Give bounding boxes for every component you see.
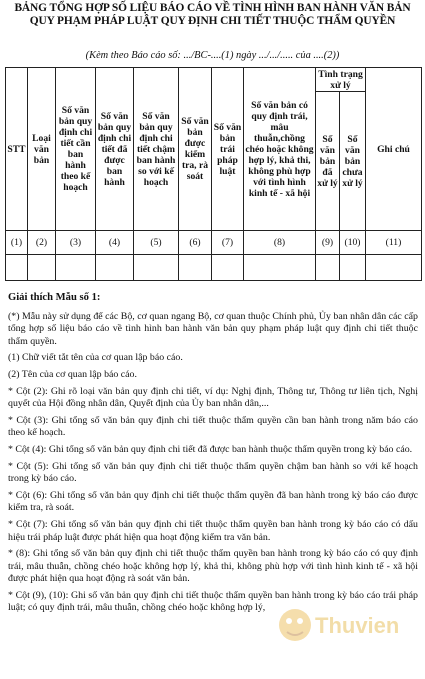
report-table <box>5 67 422 281</box>
empty-cell <box>134 255 179 281</box>
notes-section <box>8 292 418 619</box>
empty-data-row <box>6 255 422 281</box>
note-item: * Cột (9), (10): Ghi số văn bản quy định chi tiết thuộc thẩm quyền ban hành trong kỳ báo cáo trái pháp luật; có quy định trái, mâu thuẫn, chồng chéo hoặc không hợp lý, <box>8 589 418 614</box>
header-kiem-tra-ra-soat: Số văn bản được kiểm tra, rà soát <box>179 68 212 231</box>
column-number: (3) <box>56 231 96 255</box>
empty-cell <box>179 255 212 281</box>
header-quy-dinh-trai: Số văn bản có quy định trái, mâu thuẫn,chồng chéo hoặc không hợp lý, khả thi, không phù hợp với tình hình kinh tế - xã hội <box>244 68 316 231</box>
watermark-text: Thuvien <box>315 613 400 638</box>
note-item: * Cột (5): Ghi tổng số văn bản quy định chi tiết thuộc thẩm quyền chậm ban hành so với kế hoạch trong kỳ báo cáo. <box>8 460 418 485</box>
header-can-ban-hanh: Số văn bản quy định chi tiết cần ban hành theo kế hoạch <box>56 68 96 231</box>
note-item: * Cột (6): Ghi tổng số văn bản quy định chi tiết thuộc thẩm quyền đã ban hành trong kỳ báo cáo được kiểm tra, rà soát. <box>8 489 418 514</box>
header-da-xu-ly: Số văn bản đã xử lý <box>316 92 340 231</box>
note-item: * Cột (3): Ghi tổng số văn bản quy định chi tiết thuộc thẩm quyền cần ban hành trong năm báo cáo theo kế hoạch. <box>8 414 418 439</box>
empty-cell <box>6 255 28 281</box>
empty-cell <box>244 255 316 281</box>
note-item: (1) Chữ viết tắt tên của cơ quan lập báo cáo. <box>8 352 183 364</box>
header-tinh-trang-xu-ly: Tình trạng xử lý <box>316 68 366 92</box>
empty-cell <box>316 255 340 281</box>
header-stt: STT <box>6 68 28 231</box>
column-number: (8) <box>244 231 316 255</box>
column-number: (2) <box>28 231 56 255</box>
empty-cell <box>212 255 244 281</box>
note-item: * Cột (2): Ghi rõ loại văn bản quy định chi tiết, ví dụ: Nghị định, Thông tư, Thông tư liên tịch, Nghị quyết của Hội đồng nhân dân, Quyết định của Ủy ban nhân dân,... <box>8 385 418 410</box>
column-number: (7) <box>212 231 244 255</box>
note-item: (*) Mẫu này sử dụng để các Bộ, cơ quan ngang Bộ, cơ quan thuộc Chính phủ, Ủy ban nhân dân các cấp tổng hợp số liệu báo cáo về tình hình ban hành văn bản quy phạm pháp luật quy định chi tiết thuộc thẩm quyền. <box>8 310 418 347</box>
note-item: * (8): Ghi tổng số văn bản quy định chi tiết thuộc thẩm quyền ban hành trong kỳ báo cáo có quy định trái, mâu thuẫn, chồng chéo hoặc không hợp lý, khả thi, không phù hợp với tình hình kinh tế - xã hội được phát hiện qua hoạt động rà soát văn bản. <box>8 548 418 585</box>
header-ghi-chu: Ghi chú <box>366 68 422 231</box>
column-number: (5) <box>134 231 179 255</box>
header-chua-xu-ly: Số văn bản chưa xử lý <box>340 92 366 231</box>
column-number: (1) <box>6 231 28 255</box>
empty-cell <box>56 255 96 281</box>
note-item: (2) Tên của cơ quan lập báo cáo. <box>8 368 137 380</box>
document-subtitle: (Kèm theo Báo cáo số: .../BC-....(1) ngày .../.../..... của ....(2)) <box>85 50 340 61</box>
column-number: (6) <box>179 231 212 255</box>
column-number: (4) <box>96 231 134 255</box>
empty-cell <box>28 255 56 281</box>
empty-cell <box>96 255 134 281</box>
note-item: * Cột (4): Ghi tổng số văn bản quy định chi tiết đã được ban hành thuộc thẩm quyền trong kỳ báo cáo. <box>8 443 413 455</box>
note-item: * Cột (7): Ghi tổng số văn bản quy định chi tiết thuộc thẩm quyền ban hành trong kỳ báo cáo có dấu hiệu trái pháp luật được phát hiện qua hoạt động kiểm tra văn bản. <box>8 518 418 543</box>
header-trai-phap-luat: Số văn bản trái pháp luật <box>212 68 244 231</box>
empty-cell <box>340 255 366 281</box>
empty-cell <box>366 255 422 281</box>
column-number: (10) <box>340 231 366 255</box>
column-number: (11) <box>366 231 422 255</box>
column-number: (9) <box>316 231 340 255</box>
notes-heading: Giải thích Mẫu số 1: <box>8 292 101 303</box>
header-da-ban-hanh: Số văn bản quy định chi tiết đã được ban hành <box>96 68 134 231</box>
header-cham-ban-hanh: Số văn bản quy định chi tiết chậm ban hành so với kế hoạch <box>134 68 179 231</box>
column-number-row <box>6 231 422 255</box>
document-title: BẢNG TỔNG HỢP SỐ LIỆU BÁO CÁO VỀ TÌNH HÌNH BAN HÀNH VĂN BẢN QUY PHẠM PHÁP LUẬT QUY ĐỊNH CHI TIẾT THUỘC THẨM QUYỀN <box>14 2 411 27</box>
header-loai-van-ban: Loại văn bản <box>28 68 56 231</box>
